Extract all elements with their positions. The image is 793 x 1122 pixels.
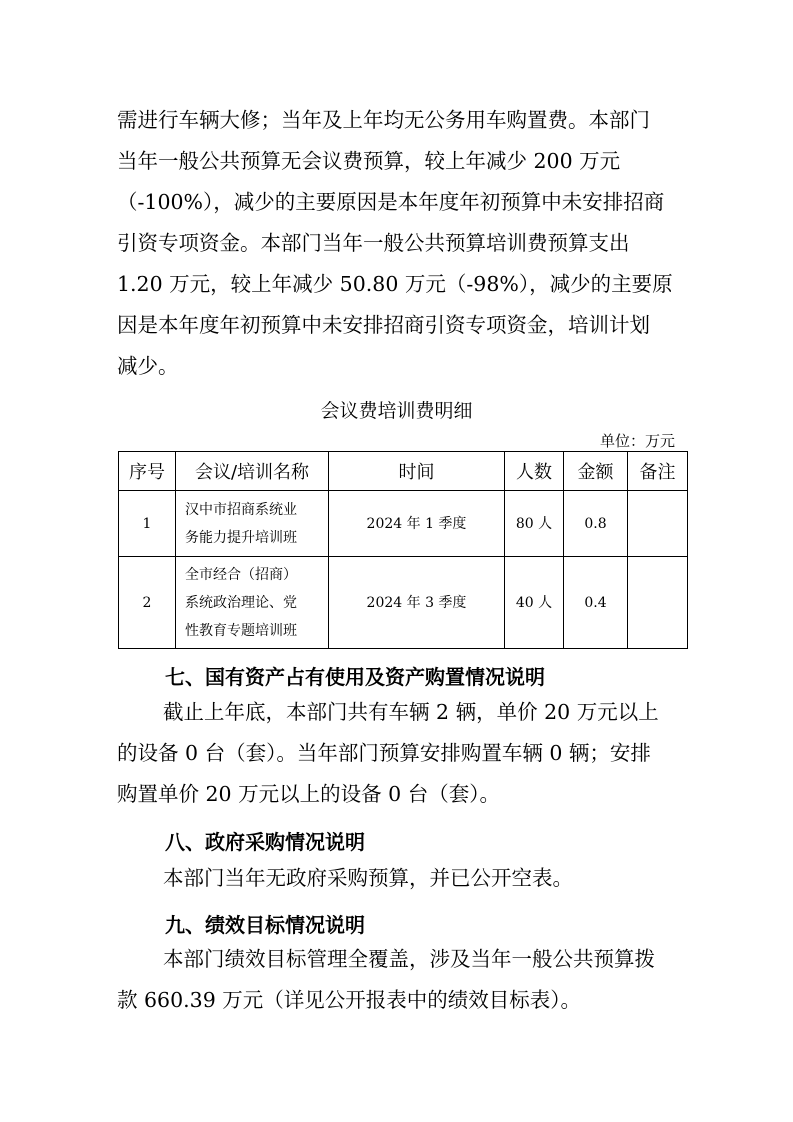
cell-time: 2024 年 1 季度 bbox=[329, 491, 505, 557]
section-body-9 bbox=[117, 939, 677, 1021]
header-time: 时间 bbox=[329, 452, 505, 491]
body-line: 购置单价 20 万元以上的设备 0 台（套）。 bbox=[117, 782, 500, 806]
intro-line: 当年一般公共预算无会议费预算，较上年减少 200 万元 bbox=[117, 149, 621, 173]
table-title: 会议费培训费明细 bbox=[320, 400, 473, 422]
cell-time: 2024 年 3 季度 bbox=[329, 557, 505, 649]
header-note: 备注 bbox=[628, 452, 688, 491]
header-no: 序号 bbox=[119, 452, 176, 491]
meeting-training-table bbox=[118, 451, 688, 649]
cell-note bbox=[628, 491, 688, 557]
cell-no: 1 bbox=[119, 491, 176, 557]
intro-line: 减少。 bbox=[117, 354, 179, 378]
header-name: 会议/培训名称 bbox=[176, 452, 329, 491]
intro-line: 因是本年度年初预算中未安排招商引资专项资金，培训计划 bbox=[117, 313, 650, 337]
intro-line: 引资专项资金。本部门当年一般公共预算培训费预算支出 bbox=[117, 231, 630, 255]
table-row bbox=[119, 557, 688, 649]
section-heading-9: 九、绩效目标情况说明 bbox=[165, 913, 365, 937]
body-line: 款 660.39 万元（详见公开报表中的绩效目标表）。 bbox=[117, 988, 582, 1012]
cell-no: 2 bbox=[119, 557, 176, 649]
cell-note bbox=[628, 557, 688, 649]
intro-line: （-100%），减少的主要原因是本年度年初预算中未安排招商 bbox=[117, 190, 665, 214]
section-heading-8: 八、政府采购情况说明 bbox=[165, 830, 365, 854]
cell-people: 40 人 bbox=[505, 557, 564, 649]
body-line: 截止上年底，本部门共有车辆 2 辆，单价 20 万元以上 bbox=[163, 700, 659, 724]
cell-amount: 0.8 bbox=[564, 491, 628, 557]
table-header-row bbox=[119, 452, 688, 491]
header-people: 人数 bbox=[505, 452, 564, 491]
name-line: 性教育专题培训班 bbox=[185, 622, 297, 639]
section-body-7 bbox=[117, 692, 677, 815]
name-line: 汉中市招商系统业 bbox=[185, 501, 297, 518]
body-line: 本部门绩效目标管理全覆盖，涉及当年一般公共预算拨 bbox=[163, 947, 655, 971]
body-line: 本部门当年无政府采购预算，并已公开空表。 bbox=[163, 866, 573, 890]
cell-name bbox=[176, 557, 329, 649]
name-line: 系统政治理论、党 bbox=[185, 594, 297, 611]
table-row bbox=[119, 491, 688, 557]
cell-amount: 0.4 bbox=[564, 557, 628, 649]
intro-line: 1.20 万元，较上年减少 50.80 万元（-98%），减少的主要原 bbox=[117, 272, 673, 296]
name-line: 务能力提升培训班 bbox=[185, 529, 297, 546]
intro-line: 需进行车辆大修；当年及上年均无公务用车购置费。本部门 bbox=[117, 108, 650, 132]
intro-paragraph bbox=[117, 100, 677, 387]
cell-name bbox=[176, 491, 329, 557]
name-line: 全市经合（招商） bbox=[185, 566, 297, 583]
section-heading-7: 七、国有资产占有使用及资产购置情况说明 bbox=[165, 665, 545, 689]
cell-people: 80 人 bbox=[505, 491, 564, 557]
body-line: 的设备 0 台（套）。当年部门预算安排购置车辆 0 辆；安排 bbox=[117, 741, 651, 765]
table-unit: 单位：万元 bbox=[599, 432, 675, 450]
section-body-8 bbox=[117, 858, 677, 899]
header-amount: 金额 bbox=[564, 452, 628, 491]
